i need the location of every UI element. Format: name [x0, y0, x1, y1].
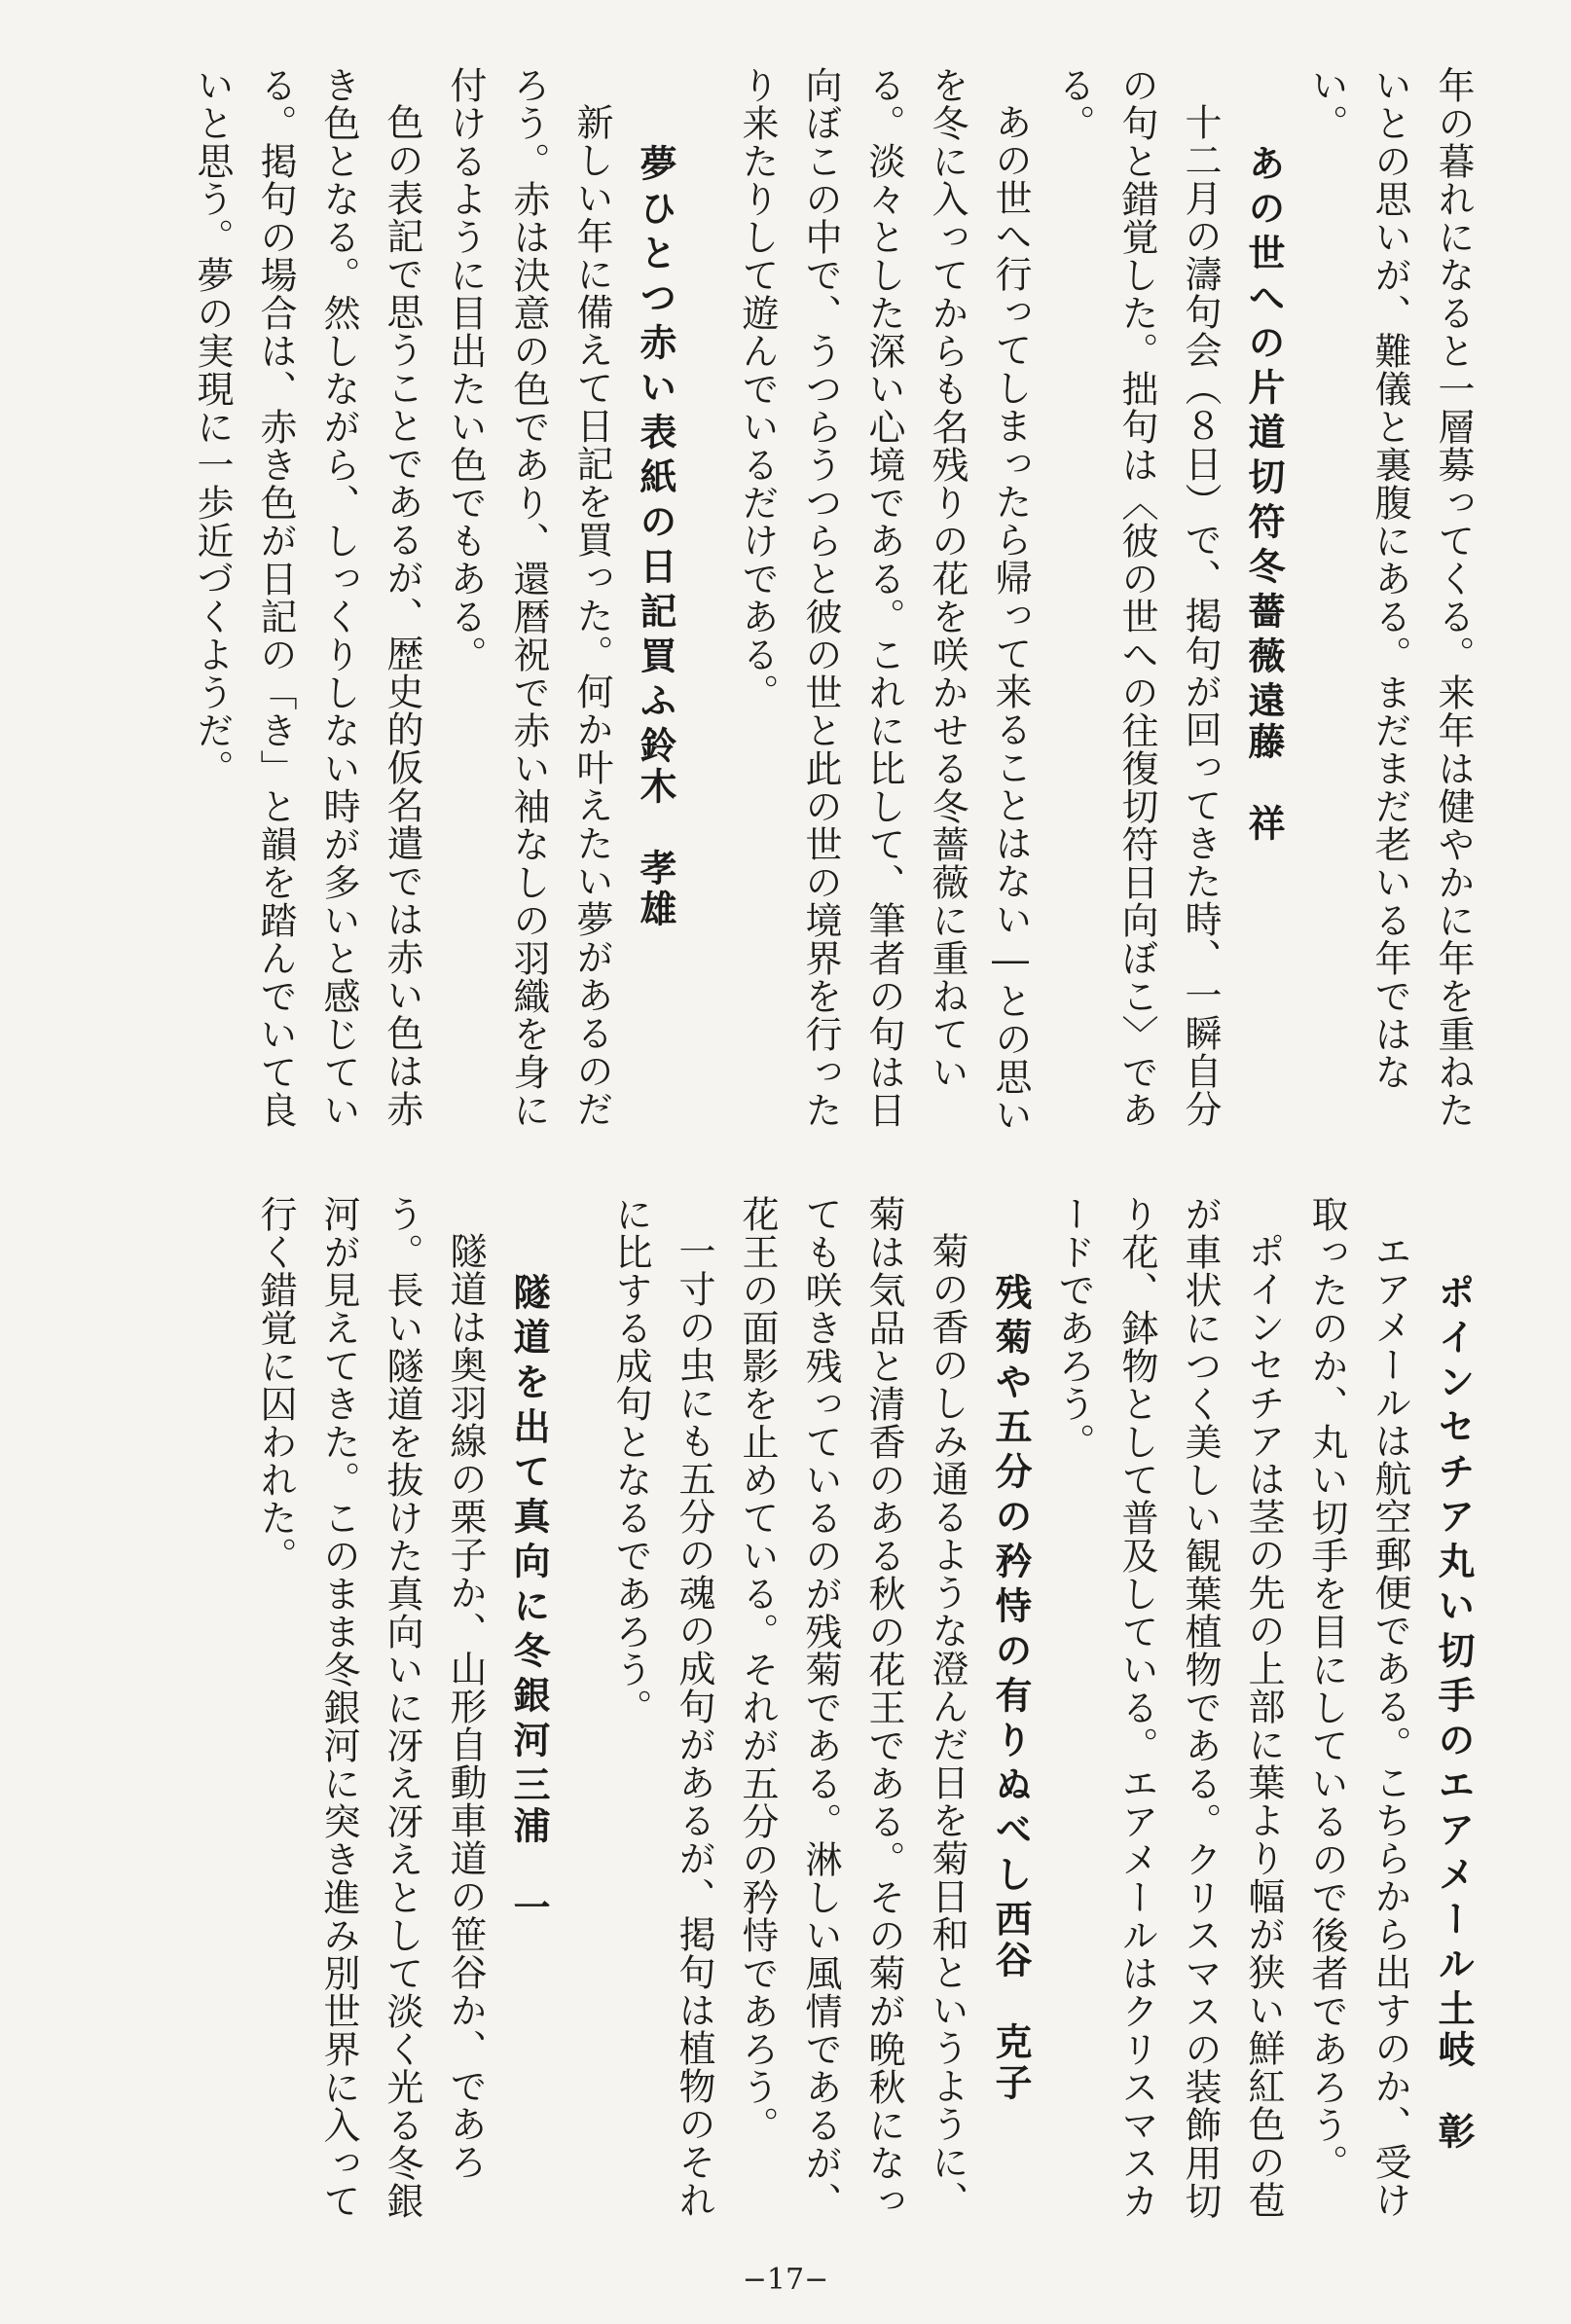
haiku-title [496, 1195, 560, 2256]
page-number: −17− [742, 2263, 829, 2297]
haiku-author: 土岐 彰 [1432, 1989, 1475, 2153]
essay-paragraph: 隧道は奥羽線の栗子か、山形自動車道の笹谷か、であろう。長い隧道を抜けた真向いに冴え冴えとして淡く光る冬銀河が見えてきた。このまま冬銀河に突き進み別世界に入って行く錯覚に囚われた。 [254, 1195, 487, 2220]
haiku-title [978, 1195, 1041, 2256]
haiku-text: 隧道を出て真向に冬銀河 [507, 1273, 550, 1765]
essay-paragraph: 菊の香のしみ通るような澄んだ日を菊日和というように、菊は気品と清香のある秋の花王である。その菊が晩秋になっても咲き残っているのが残菊である。淋しい風情であるが、花王の面影を止めている。それが五分の矜恃であろう。 [736, 1195, 968, 2220]
essay-body [725, 66, 1231, 1146]
bottom-half-columns [117, 1195, 1484, 2256]
essay-body [180, 66, 623, 1146]
top-half-columns [117, 66, 1484, 1146]
essay-body [1041, 1195, 1421, 2256]
haiku-title [1421, 1195, 1484, 2256]
essay-paragraph: ポインセチアは茎の先の上部に葉より幅が狭い鮮紅色の苞が車状につく美しい観葉植物である。クリスマスの装飾用切り花、鉢物として普及している。エアメールはクリスマスカードであろう。 [1052, 1195, 1285, 2220]
haiku-text: 残菊や五分の矜恃の有りぬべし [989, 1273, 1032, 1900]
essay-suzuki [180, 66, 686, 1146]
essay-paragraph: 十二月の濤句会（８日）で、掲句が回ってきた時、一瞬自分の句と錯覚した。拙句は〈彼の世への往復切符日向ぼこ〉である。 [1052, 66, 1222, 1129]
haiku-text: 夢ひとつ赤い表紙の日記買ふ [634, 144, 676, 726]
essay-body [599, 1195, 978, 2256]
essay-paragraph: 色の表記で思うことであるが、歴史的仮名遣では赤い色は赤き色となる。然しながら、しっくりしない時が多いと感じている。掲句の場合は、赤き色が日記の「き」と韻を踏んでいて良いと思う。夢の実現に一歩近づくようだ。 [191, 66, 423, 1129]
haiku-title [1231, 66, 1295, 1146]
essay-body [243, 1195, 496, 2256]
haiku-text: ポインセチア丸い切手のエアメール [1432, 1273, 1475, 1989]
haiku-text: あの世への片道切符冬薔薇 [1242, 144, 1285, 681]
essay-endo [725, 66, 1295, 1146]
essay-toki [1041, 1195, 1484, 2256]
essay-paragraph: 新しい年に備えて日記を買った。何か叶えたい夢があるのだろう。赤は決意の色であり、還暦祝で赤い袖なしの羽織を身に付けるように目出たい色でもある。 [444, 66, 613, 1129]
haiku-author: 遠藤 祥 [1242, 681, 1285, 845]
essay-miura [243, 1195, 560, 2256]
haiku-author: 鈴木 孝雄 [634, 726, 676, 930]
essay-paragraph: 一寸の虫にも五分の魂の成句があるが、掲句は植物のそれに比する成句となるであろう。 [609, 1195, 715, 2219]
lead-continuation [1295, 66, 1484, 1146]
haiku-title [623, 66, 686, 1146]
lead-paragraph: 年の暮れになると一層募ってくる。来年は健やかに年を重ねたいとの思いが、難儀と裏腹にある。まだまだ老いる年ではない。 [1305, 66, 1475, 1129]
essay-nishitani [599, 1195, 1041, 2256]
haiku-author: 三浦 一 [507, 1765, 550, 1929]
essay-paragraph: エアメールは航空郵便である。こちらから出すのか、受け取ったのか、丸い切手を目にしているので後者であろう。 [1305, 1195, 1411, 2219]
essay-paragraph: あの世へ行ってしまったら帰って来ることはない―との思いを冬に入ってからも名残りの花を咲かせる冬薔薇に重ねている。淡々とした深い心境である。これに比して、筆者の句は日向ぼこの中で、うつらうつらと彼の世と此の世の境界を行ったり来たりして遊んでいるだけである。 [736, 66, 1032, 1134]
haiku-author: 西谷 克子 [989, 1900, 1032, 2104]
